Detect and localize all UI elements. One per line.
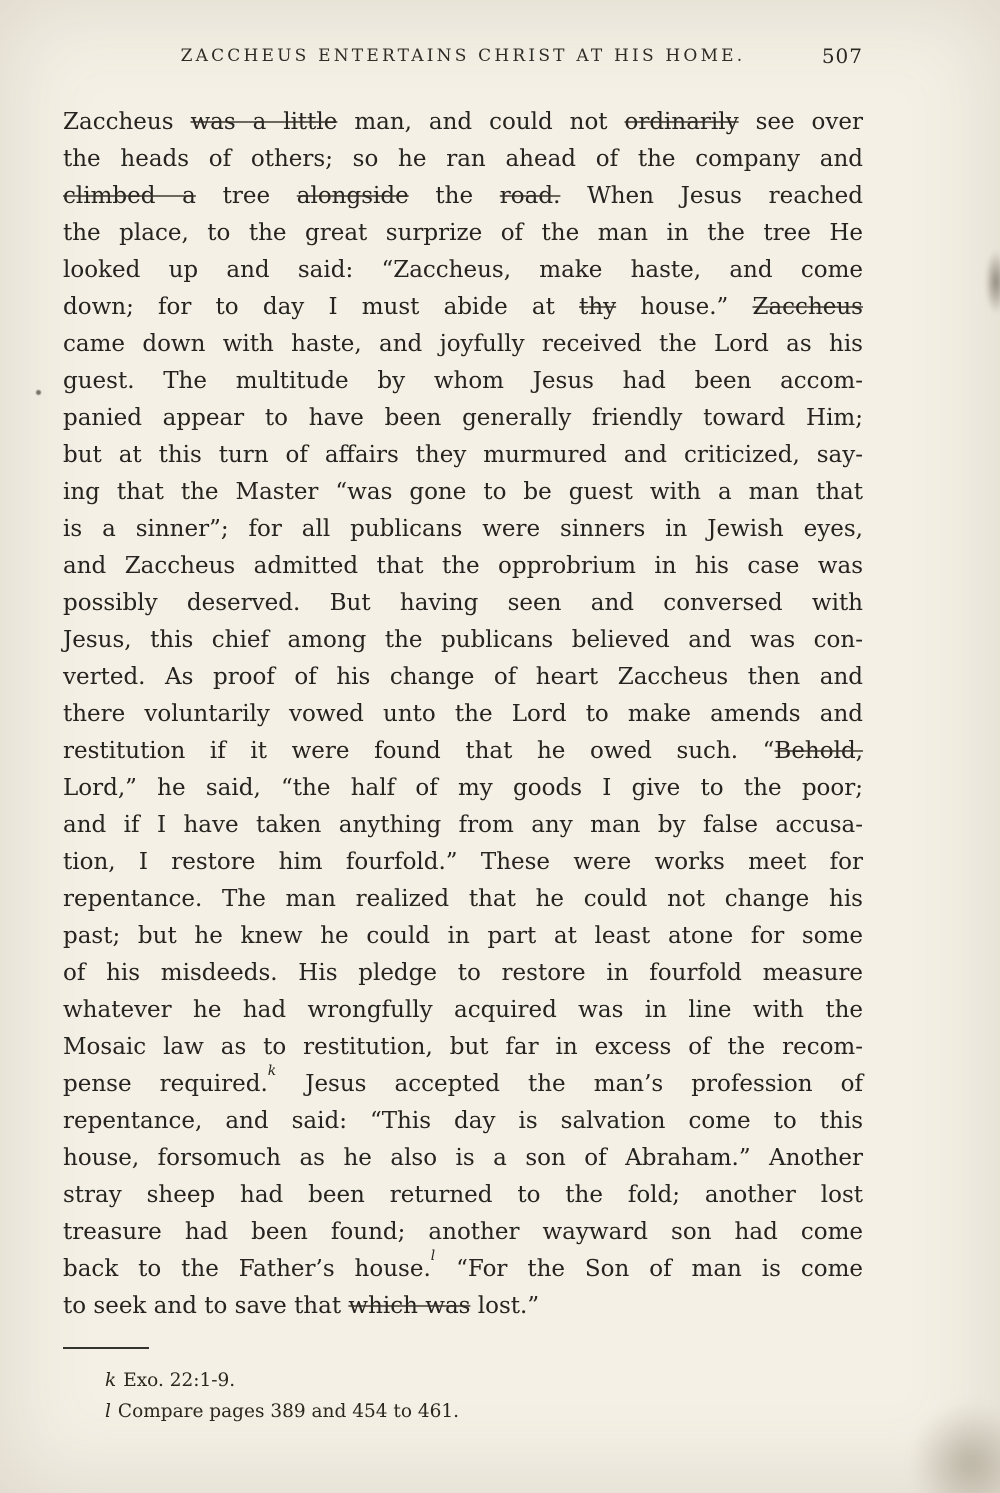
- footnote: l Compare pages 389 and 454 to 461.: [105, 1401, 460, 1422]
- pen-strikethrough-text: ordinarily: [624, 109, 739, 135]
- footnote-marker: k: [105, 1370, 117, 1391]
- text-line: Zaccheus was a little man, and could not ordinarily see over: [63, 109, 863, 135]
- page-content: [63, 46, 863, 1427]
- text-line: the place, to the great surprize of the man in the tree He: [63, 220, 863, 246]
- text-line: tion, I restore him fourfold.” These were works meet for: [63, 849, 863, 875]
- text-line: ing that the Master “was gone to be guest with a man that: [63, 479, 863, 505]
- footnote-marker: l: [105, 1401, 111, 1422]
- text-line: climbed a tree alongside the road. When Jesus reached: [63, 183, 863, 209]
- text-line: and Zaccheus admitted that the opprobrium in his case was: [63, 553, 863, 579]
- pen-strikethrough-text: climbed a: [63, 183, 196, 209]
- text-line: treasure had been found; another wayward son had come: [63, 1219, 863, 1245]
- scan-smudge: [910, 1403, 1000, 1493]
- footnote-reference: l: [430, 1248, 436, 1265]
- page-header: [63, 46, 863, 74]
- pen-strikethrough-text: which was: [348, 1293, 471, 1319]
- scan-smudge: [36, 390, 41, 395]
- text-line: house, forsomuch as he also is a son of Abraham.” Another: [63, 1145, 863, 1171]
- text-line: of his misdeeds. His pledge to restore in fourfold measure: [63, 960, 863, 986]
- text-line: past; but he knew he could in part at least atone for some: [63, 923, 863, 949]
- text-line: looked up and said: “Zaccheus, make haste, and come: [63, 257, 863, 283]
- footnote: k Exo. 22:1-9.: [105, 1370, 236, 1391]
- pen-strikethrough-text: road.: [499, 183, 561, 209]
- text-line: and if I have taken anything from any man by false accusa-: [63, 812, 863, 838]
- text-line: whatever he had wrongfully acquired was in line with the: [63, 997, 863, 1023]
- text-line: pense required.$^k$ Jesus accepted the man’s profession of: [63, 1063, 864, 1097]
- text-line: repentance. The man realized that he could not change his: [63, 886, 863, 912]
- text-line: there voluntarily vowed unto the Lord to make amends and: [63, 701, 863, 727]
- text-line: to seek and to save that which was lost.”: [63, 1293, 540, 1319]
- footnotes: [63, 1365, 863, 1427]
- footnote-reference: k: [267, 1063, 277, 1080]
- text-line: restitution if it were found that he owed such. “Behold,: [63, 738, 863, 764]
- pen-strikethrough-text: was a little: [190, 109, 338, 135]
- text-line: the heads of others; so he ran ahead of the company and: [63, 146, 863, 172]
- text-line: came down with haste, and joyfully received the Lord as his: [63, 331, 863, 357]
- text-line: panied appear to have been generally friendly toward Him;: [63, 405, 863, 431]
- pen-strikethrough-text: Behold,: [774, 738, 863, 764]
- text-line: possibly deserved. But having seen and conversed with: [63, 590, 863, 616]
- pen-strikethrough-text: Zaccheus: [752, 294, 863, 320]
- pen-strikethrough-text: alongside: [296, 183, 409, 209]
- text-line: Jesus, this chief among the publicans believed and was con-: [63, 627, 863, 653]
- text-line: stray sheep had been returned to the fold; another lost: [63, 1182, 863, 1208]
- pen-strikethrough-text: thy: [579, 294, 617, 320]
- scan-smudge: [985, 250, 1000, 314]
- text-line: but at this turn of affairs they murmured and criticized, say-: [63, 442, 863, 468]
- page-number: 507: [821, 44, 863, 68]
- text-line: back to the Father’s house.$^l$ “For the Son of man is come: [63, 1248, 863, 1282]
- footnote-rule: [63, 1347, 149, 1349]
- text-line: verted. As proof of his change of heart Zaccheus then and: [63, 664, 863, 690]
- text-line: down; for to day I must abide at thy house.” Zaccheus: [63, 294, 863, 320]
- text-line: Lord,” he said, “the half of my goods I give to the poor;: [63, 775, 863, 801]
- text-line: repentance, and said: “This day is salvation come to this: [63, 1108, 863, 1134]
- text-line: is a sinner”; for all publicans were sinners in Jewish eyes,: [63, 516, 863, 542]
- text-line: guest. The multitude by whom Jesus had been accom-: [63, 368, 863, 394]
- text-line: Mosaic law as to restitution, but far in excess of the recom-: [63, 1034, 863, 1060]
- body-text: [63, 104, 863, 1325]
- running-title: ZACCHEUS ENTERTAINS CHRIST AT HIS HOME.: [180, 46, 746, 66]
